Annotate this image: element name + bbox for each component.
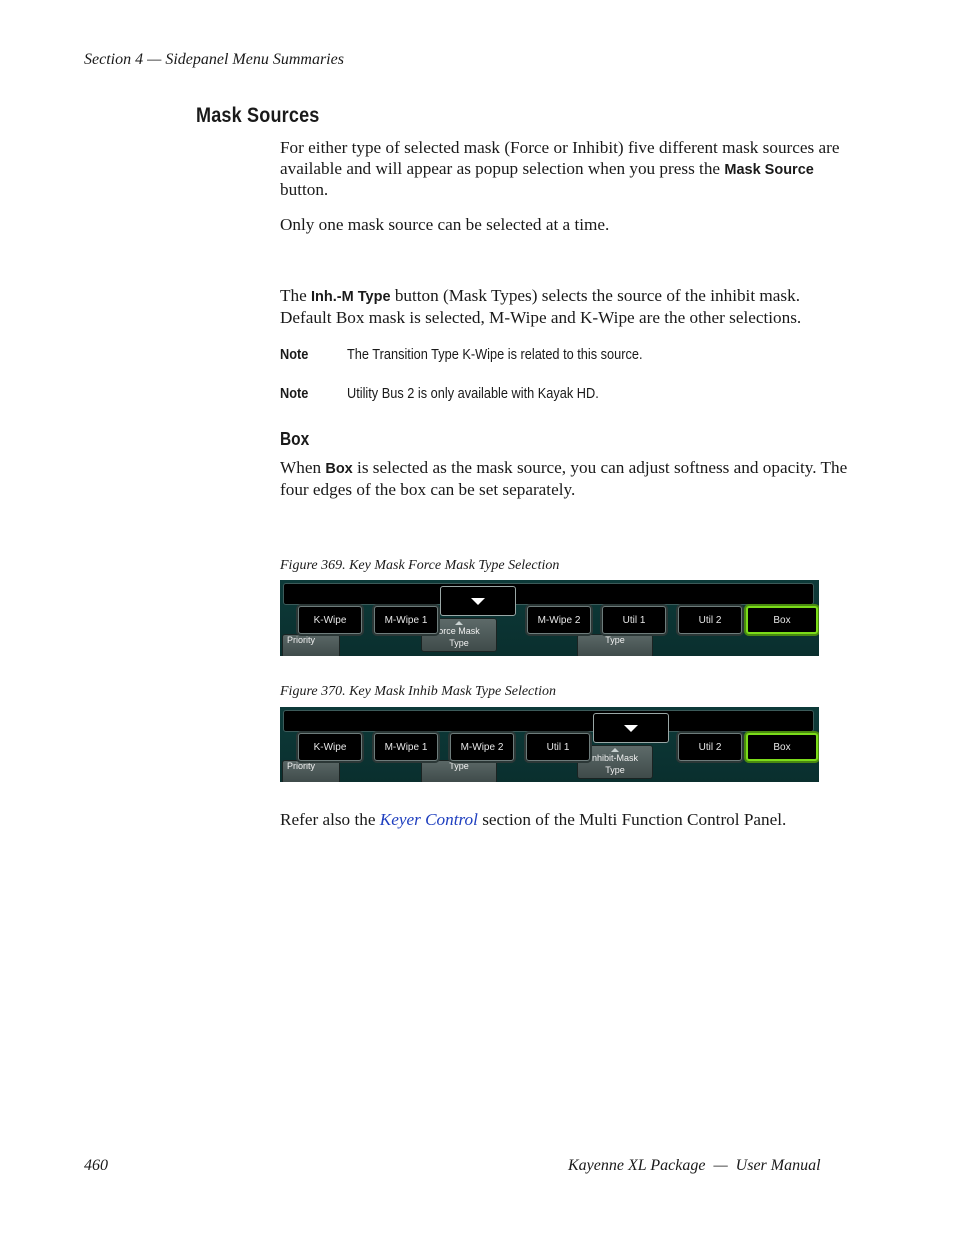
util-1-button[interactable]: Util 1 bbox=[526, 733, 590, 761]
type-button-line2: Type bbox=[605, 765, 625, 775]
type-button-line2: Type bbox=[449, 638, 469, 648]
type-button-secondary[interactable] bbox=[421, 760, 497, 782]
note-label: Note bbox=[280, 347, 309, 363]
box-button-selected[interactable]: Box bbox=[746, 733, 818, 761]
box-button-selected[interactable]: Box bbox=[746, 606, 818, 634]
priority-label: Priority bbox=[287, 761, 316, 771]
m-wipe-1-button[interactable]: M-Wipe 1 bbox=[374, 733, 438, 761]
refer-text-before: Refer also the bbox=[280, 810, 380, 829]
p1-text-before: For either type of selected mask (Force or Inhibit) five different mask sources are available and will appear as popup selection when you press the bbox=[280, 138, 840, 178]
type-label: Type bbox=[605, 635, 625, 645]
inh-m-type-command: Inh.-M Type bbox=[311, 289, 391, 305]
keyer-control-link[interactable]: Keyer Control bbox=[379, 810, 478, 829]
note-text: Utility Bus 2 is only available with Kayak HD. bbox=[347, 386, 599, 402]
util-2-button[interactable]: Util 2 bbox=[678, 733, 742, 761]
k-wipe-button[interactable]: K-Wipe bbox=[298, 606, 362, 634]
note-text: The Transition Type K-Wipe is related to this source. bbox=[347, 347, 643, 363]
priority-button[interactable] bbox=[282, 634, 340, 656]
mask-source-command: Mask Source bbox=[724, 161, 814, 178]
chevron-down-icon bbox=[624, 725, 638, 732]
section-title: Mask Sources bbox=[196, 104, 320, 127]
priority-label: Priority bbox=[287, 635, 316, 645]
p3-text-after: button (Mask Types) selects the source of the inhibit mask. Default Box mask is selected, M-Wipe and K-Wipe are the other selections. bbox=[280, 286, 802, 327]
m-wipe-1-button[interactable]: M-Wipe 1 bbox=[374, 606, 438, 634]
paragraph-one-source: Only one mask source can be selected at a time. bbox=[280, 215, 610, 234]
figure-369-caption: Figure 369. Key Mask Force Mask Type Selection bbox=[280, 558, 560, 573]
paragraph-box bbox=[280, 458, 850, 500]
box-heading: Box bbox=[280, 429, 310, 449]
m-wipe-2-button[interactable]: M-Wipe 2 bbox=[527, 606, 591, 634]
paragraph-inh-m-type bbox=[280, 286, 850, 328]
popup-dropdown-button[interactable] bbox=[440, 586, 516, 616]
p3-text-before: The bbox=[280, 286, 312, 305]
type-label: Type bbox=[449, 761, 469, 771]
priority-button[interactable] bbox=[282, 760, 340, 782]
menu-title-bar bbox=[283, 710, 814, 732]
paragraph-mask-sources bbox=[280, 138, 850, 201]
box-command: Box bbox=[325, 461, 353, 477]
p4-text-before: When bbox=[280, 458, 326, 477]
type-button-line1: orce Mask bbox=[438, 626, 480, 636]
popup-dropdown-button[interactable] bbox=[593, 713, 669, 743]
m-wipe-2-button[interactable]: M-Wipe 2 bbox=[450, 733, 514, 761]
note-label: Note bbox=[280, 386, 309, 402]
chevron-down-icon bbox=[471, 598, 485, 605]
p4-text-after: is selected as the mask source, you can adjust softness and opacity. The four edges of the box can be set separately. bbox=[280, 458, 848, 499]
refer-text-after: section of the Multi Function Control Panel. bbox=[477, 810, 787, 829]
util-1-button[interactable]: Util 1 bbox=[602, 606, 666, 634]
running-header: Section 4 — Sidepanel Menu Summaries bbox=[84, 51, 344, 68]
type-button-secondary[interactable] bbox=[577, 634, 653, 656]
figure-370-caption: Figure 370. Key Mask Inhib Mask Type Selection bbox=[280, 684, 557, 699]
p1-text-after: button. bbox=[280, 180, 329, 199]
figure-369-force-mask-panel bbox=[280, 580, 819, 656]
util-2-button[interactable]: Util 2 bbox=[678, 606, 742, 634]
page-number: 460 bbox=[84, 1157, 108, 1174]
running-footer: Kayenne XL Package — User Manual bbox=[568, 1157, 821, 1174]
k-wipe-button[interactable]: K-Wipe bbox=[298, 733, 362, 761]
type-button-line1: nhibit-Mask bbox=[591, 753, 638, 763]
figure-370-inhibit-mask-panel bbox=[280, 707, 819, 782]
paragraph-refer-also bbox=[280, 810, 900, 831]
menu-title-bar bbox=[283, 583, 814, 605]
